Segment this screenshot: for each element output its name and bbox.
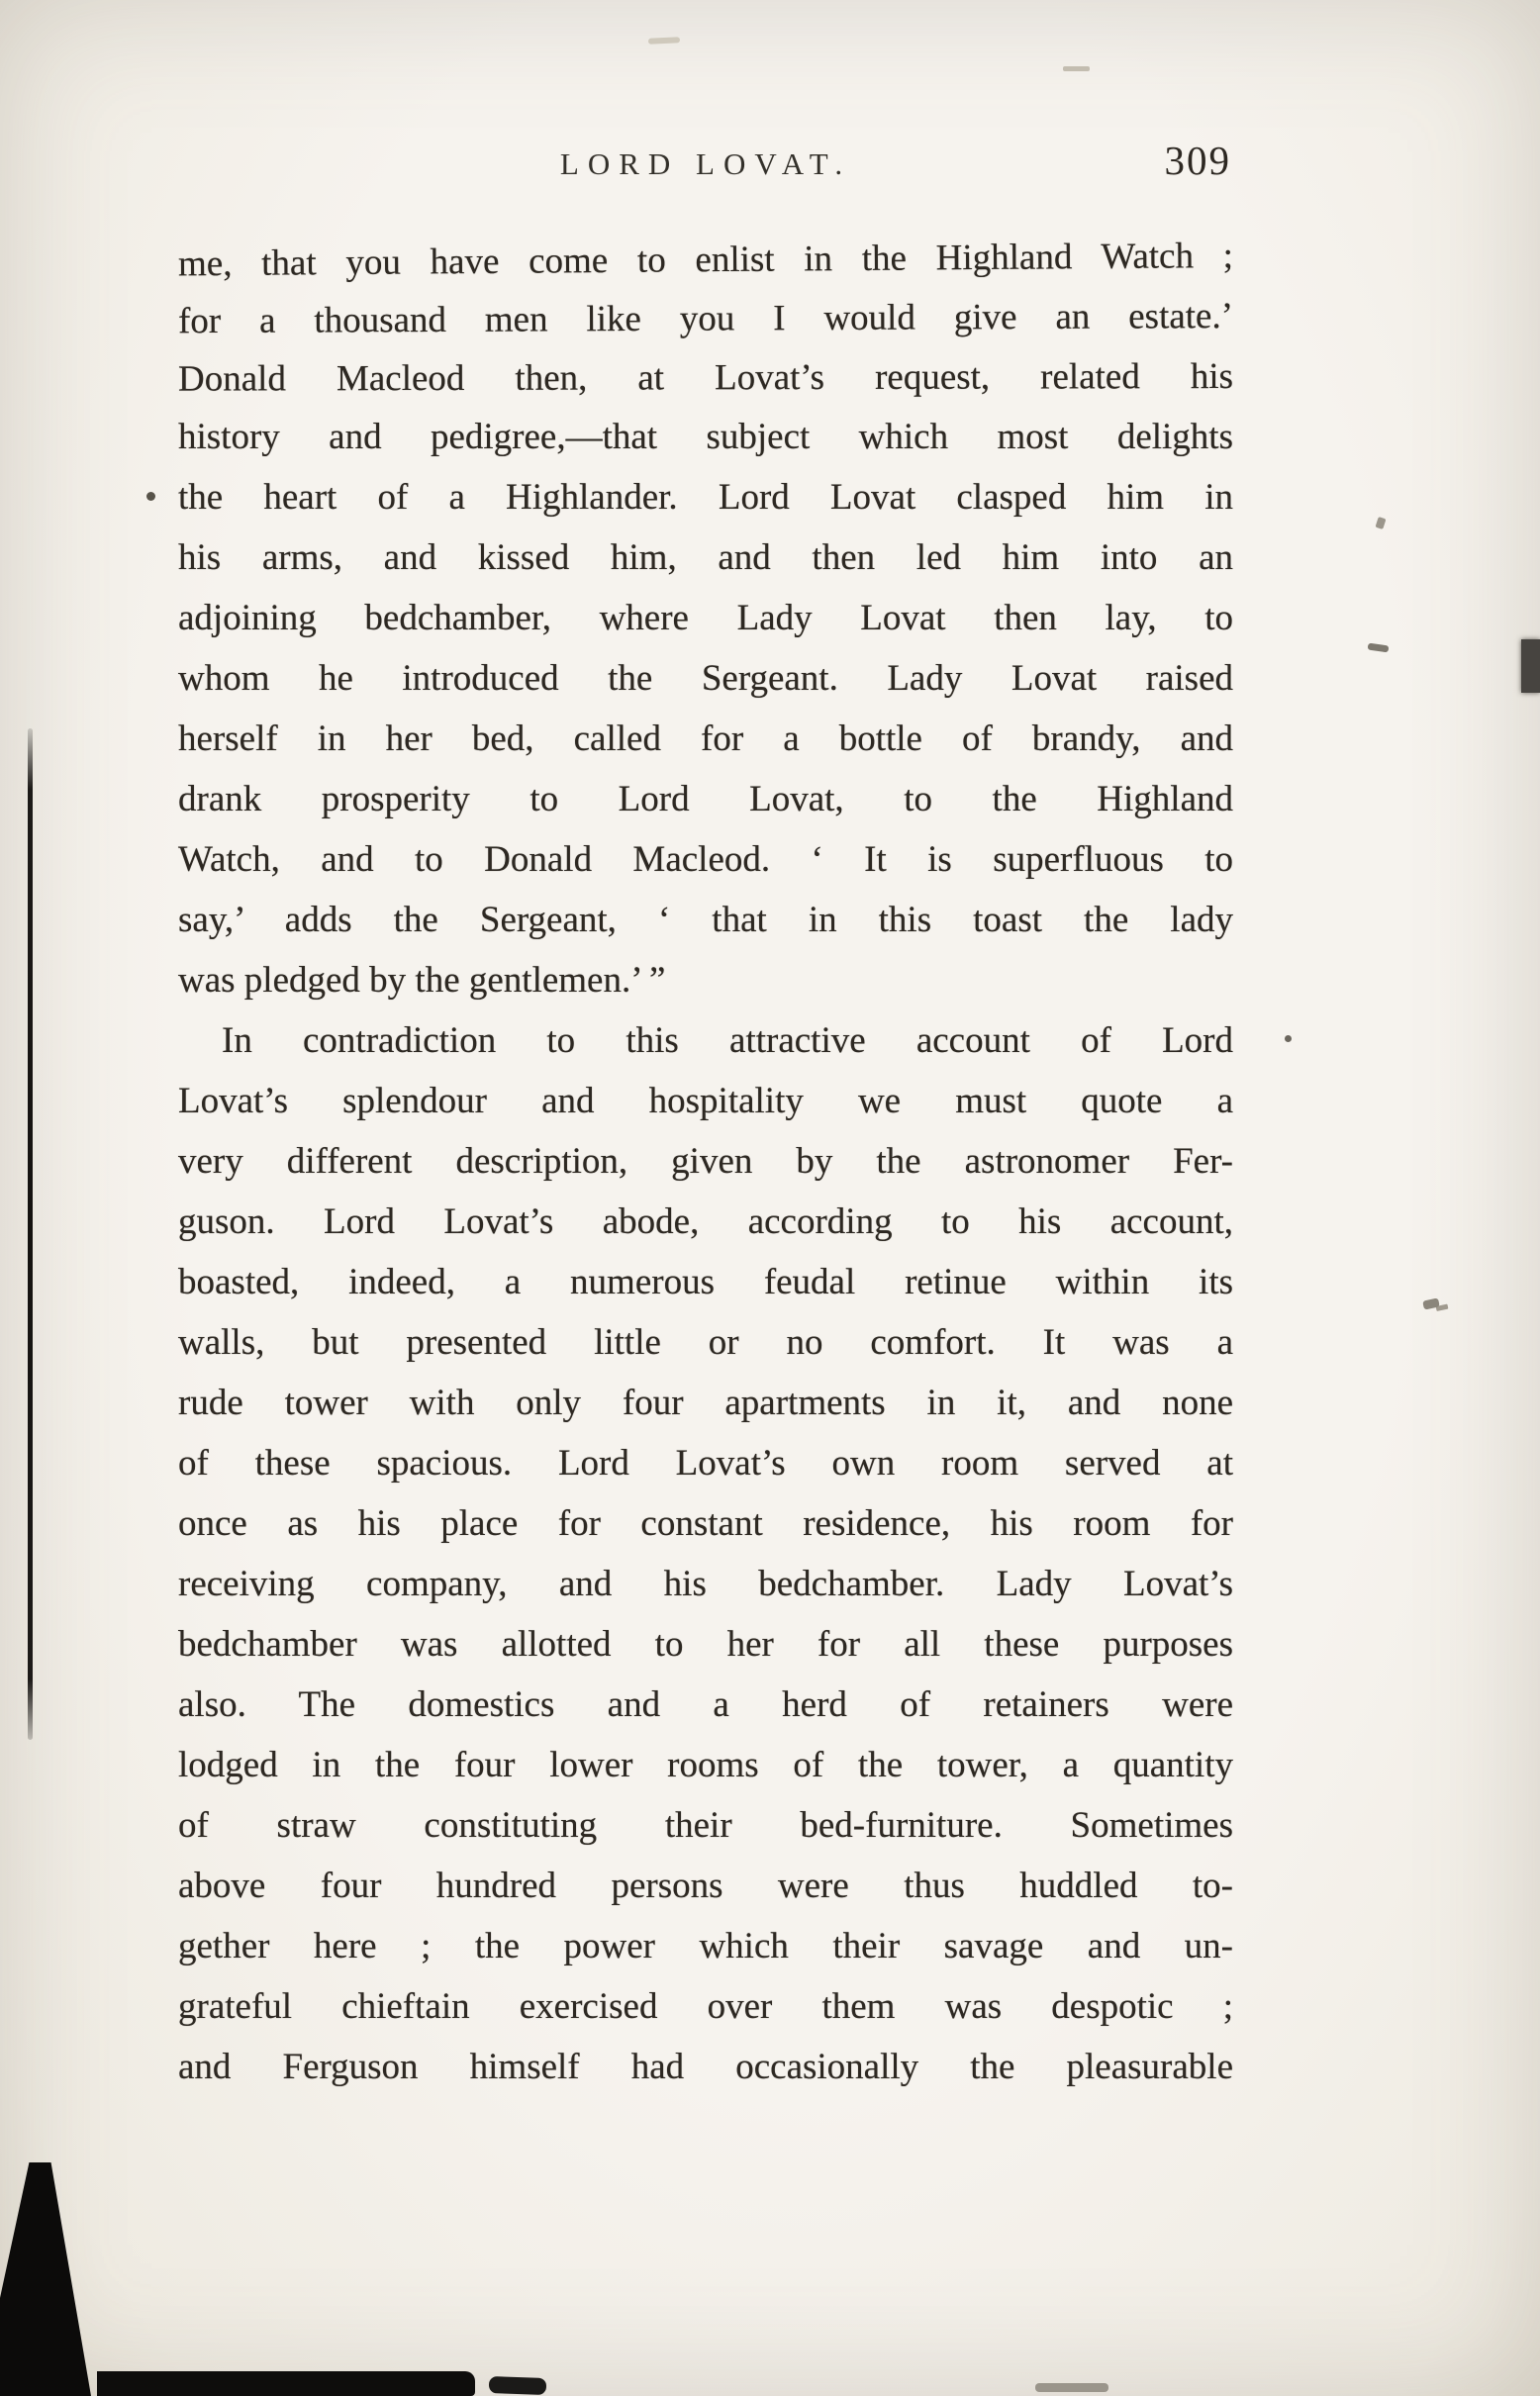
- text-line: also. The domestics and a herd of retainers were: [178, 1684, 1233, 1725]
- text-line: history and pedigree,—that subject which most delights: [178, 417, 1233, 457]
- scan-artifact-right-edge-bar: [1521, 639, 1540, 693]
- scan-artifact-margin-marks: [1422, 1297, 1440, 1309]
- scan-artifact-margin-dot: [1285, 1035, 1292, 1042]
- text-line: lodged in the four lower rooms of the tower, a quantity: [178, 1745, 1233, 1785]
- page-number: 309: [1164, 138, 1231, 183]
- text-line: Lovat’s splendour and hospitality we must quote a: [178, 1081, 1233, 1121]
- text-line: walls, but presented little or no comfort. It was a: [178, 1322, 1233, 1363]
- text-line: whom he introduced the Sergeant. Lady Lovat raised: [178, 658, 1233, 699]
- text-line: was pledged by the gentlemen.’ ”: [178, 960, 666, 1001]
- text-line: receiving company, and his bedchamber. Lady Lovat’s: [178, 1564, 1233, 1604]
- text-line: above four hundred persons were thus huddled to-: [178, 1866, 1233, 1906]
- text-line: Donald Macleod then, at Lovat’s request, related his: [177, 356, 1234, 400]
- scan-artifact-margin-dash: [1368, 643, 1390, 653]
- text-line: say,’ adds the Sergeant, ‘ that in this toast the lady: [178, 900, 1233, 940]
- text-line: bedchamber was allotted to her for all these purposes: [178, 1624, 1233, 1665]
- scan-artifact-bottom-blob: [489, 2376, 547, 2395]
- text-line: for a thousand men like you I would give an estate.’: [177, 296, 1234, 342]
- running-title: LORD LOVAT.: [559, 146, 852, 181]
- page-header: [178, 138, 1233, 206]
- text-line: his arms, and kissed him, and then led him into an: [178, 537, 1233, 578]
- text-line: and Ferguson himself had occasionally the pleasurable: [178, 2047, 1233, 2087]
- scan-artifact-top-speckle: [648, 37, 680, 45]
- scan-artifact-top-dash: [1063, 66, 1090, 71]
- text-line: once as his place for constant residence, his room for: [178, 1503, 1233, 1544]
- text-line: herself in her bed, called for a bottle of brandy, and: [178, 719, 1233, 759]
- text-line: boasted, indeed, a numerous feudal retinue within its: [178, 1262, 1233, 1302]
- text-line: of straw constituting their bed-furniture. Sometimes: [178, 1805, 1233, 1846]
- text-line: very different description, given by the astronomer Fer-: [178, 1141, 1233, 1182]
- text-line: the heart of a Highlander. Lord Lovat clasped him in: [178, 477, 1233, 518]
- text-line: gether here ; the power which their savage and un-: [178, 1926, 1233, 1966]
- text-line: drank prosperity to Lord Lovat, to the Highland: [178, 779, 1233, 819]
- text-line: of these spacious. Lord Lovat’s own room served at: [178, 1443, 1233, 1484]
- scan-artifact-stray-dot: [146, 492, 155, 501]
- scan-artifact-margin-tick: [1375, 517, 1386, 529]
- text-line: Watch, and to Donald Macleod. ‘ It is superfluous to: [178, 839, 1233, 880]
- text-line: In contradiction to this attractive account of Lord: [222, 1020, 1233, 1061]
- text-line: rude tower with only four apartments in it, and none: [178, 1383, 1233, 1423]
- text-line: me, that you have come to enlist in the Highland Watch ;: [177, 236, 1234, 285]
- scan-artifact-binding-line: [28, 728, 33, 1740]
- body-text: [178, 226, 1233, 2097]
- scan-artifact-bottom-bar: [97, 2371, 475, 2396]
- scan-artifact-corner-triangle: [0, 2162, 91, 2396]
- text-line: guson. Lord Lovat’s abode, according to his account,: [178, 1201, 1233, 1242]
- text-line: grateful chieftain exercised over them was despotic ;: [178, 1986, 1233, 2027]
- text-line: adjoining bedchamber, where Lady Lovat then lay, to: [178, 598, 1233, 638]
- scan-artifact-bottom-faint-mark: [1035, 2383, 1108, 2392]
